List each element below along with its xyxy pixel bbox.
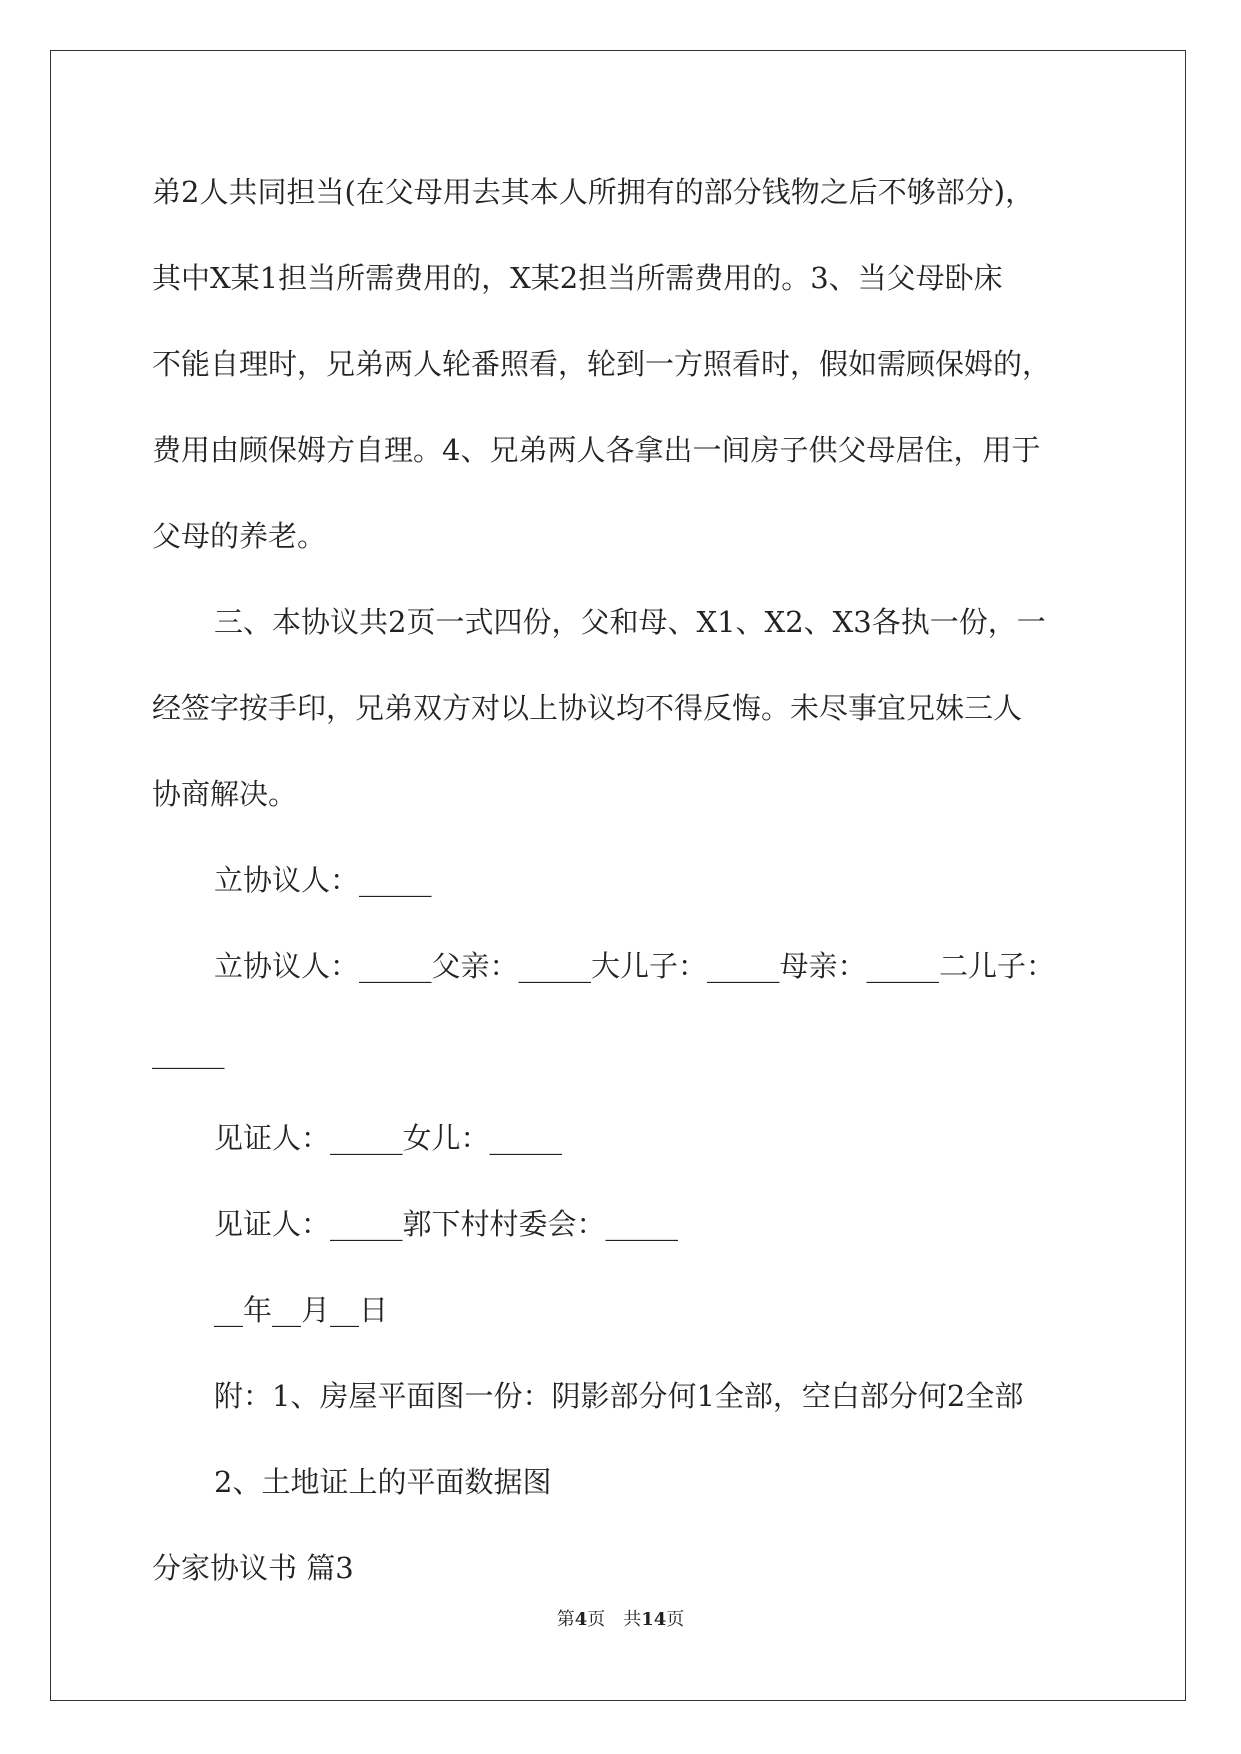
signatory-line-3: _____ [152, 1035, 225, 1069]
signatory-line-1: 立协议人：_____ [214, 863, 432, 897]
witness-line-1: 见证人：_____女儿：_____ [214, 1121, 563, 1155]
text-line-7: 经签字按手印，兄弟双方对以上协议均不得反悔。未尽事宜兄妹三人 [152, 691, 1023, 725]
text-line-8: 协商解决。 [152, 777, 298, 811]
text-line-5: 父母的养老。 [152, 519, 327, 553]
text-line-6: 三、本协议共2页一式四份，父和母、X1、X2、X3各执一份，一 [214, 605, 1046, 639]
footer-prefix: 第 [556, 1609, 575, 1630]
attachment-line-2: 2、土地证上的平面数据图 [214, 1465, 552, 1499]
signatory-line-2: 立协议人：_____父亲：_____大儿子：_____母亲：_____二儿子： [214, 949, 1056, 983]
attachment-line-1: 附：1、房屋平面图一份：阴影部分何1全部，空白部分何2全部 [214, 1379, 1024, 1413]
witness-line-2: 见证人：_____郭下村村委会：_____ [214, 1207, 679, 1241]
footer-mid: 页 共 [587, 1609, 642, 1630]
page-footer [0, 1611, 1241, 1629]
date-line: __年__月__日 [214, 1293, 389, 1327]
text-line-4: 费用由顾保姆方自理。4、兄弟两人各拿出一间房子供父母居住，用于 [152, 433, 1041, 467]
text-line-3: 不能自理时，兄弟两人轮番照看，轮到一方照看时，假如需顾保姆的， [152, 347, 1052, 381]
footer-suffix: 页 [666, 1609, 685, 1630]
section-heading: 分家协议书 篇3 [152, 1551, 354, 1585]
text-line-2: 其中X某1担当所需费用的，X某2担当所需费用的。3、当父母卧床 [152, 261, 1003, 295]
footer-total-pages: 14 [641, 1609, 667, 1630]
footer-page-number: 4 [574, 1609, 588, 1630]
text-line-1: 弟2人共同担当(在父母用去其本人所拥有的部分钱物之后不够部分)， [152, 175, 1035, 209]
